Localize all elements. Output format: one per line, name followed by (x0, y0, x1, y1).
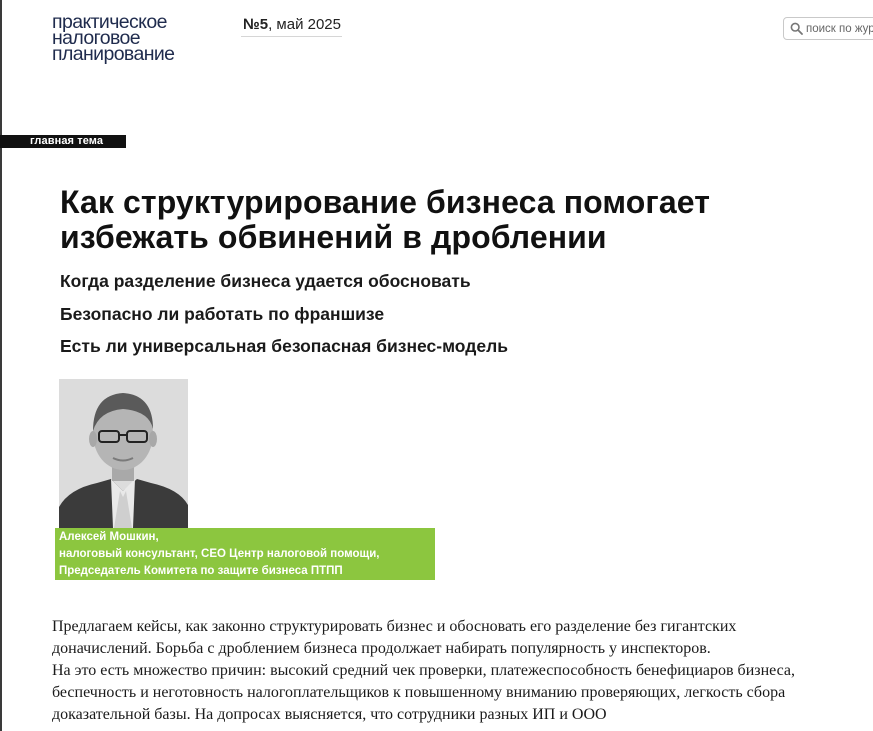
issue-info[interactable] (241, 16, 342, 37)
issue-date: , май 2025 (268, 16, 341, 33)
search-icon[interactable] (790, 22, 803, 35)
article-paragraph: Предлагаем кейсы, как законно структурировать бизнес и обосновать его разделение без гигантских доначислений. Борьба с дроблением бизнеса продолжает набирать популярность у инспекторов. (52, 618, 737, 657)
article-subtitles (60, 271, 508, 369)
logo-line-1: практическое (52, 11, 167, 33)
issue-number: №5 (243, 16, 269, 33)
section-label: главная тема (0, 135, 126, 148)
search-input[interactable] (806, 19, 873, 38)
subtitle-item: Безопасно ли работать по франшизе (60, 303, 385, 324)
search-box[interactable] (783, 17, 873, 40)
logo-line-2: налоговое (52, 27, 141, 49)
author-portrait-icon (59, 379, 188, 528)
article-title: Как структурирование бизнеса помогает избежать обвинений в дроблении (60, 184, 710, 255)
author-caption (55, 528, 435, 580)
logo-line-3: планирование (52, 43, 175, 65)
article-paragraph: На это есть множество причин: высокий средний чек проверки, платежеспособность бенефициаров бизнеса, беспечность и неготовность налогоплательщиков к повышенному вниманию проверяющих, легкость сбора доказательной базы. На допросах выясняется, что сотрудники разных ИП и ООО (52, 662, 796, 723)
article-body (52, 616, 822, 726)
author-position: налоговый консультант, СЕО Центр налоговой помощи, (59, 548, 380, 560)
subtitle-item: Есть ли универсальная безопасная бизнес-модель (60, 336, 508, 356)
author-position: Председатель Комитета по защите бизнеса ПТПП (59, 565, 343, 577)
subtitle-item: Когда разделение бизнеса удается обосновать (60, 271, 471, 291)
journal-logo[interactable] (52, 11, 175, 65)
author-photo (59, 379, 188, 528)
author-name: Алексей Мошкин, (59, 531, 159, 543)
page-left-border (0, 0, 2, 731)
